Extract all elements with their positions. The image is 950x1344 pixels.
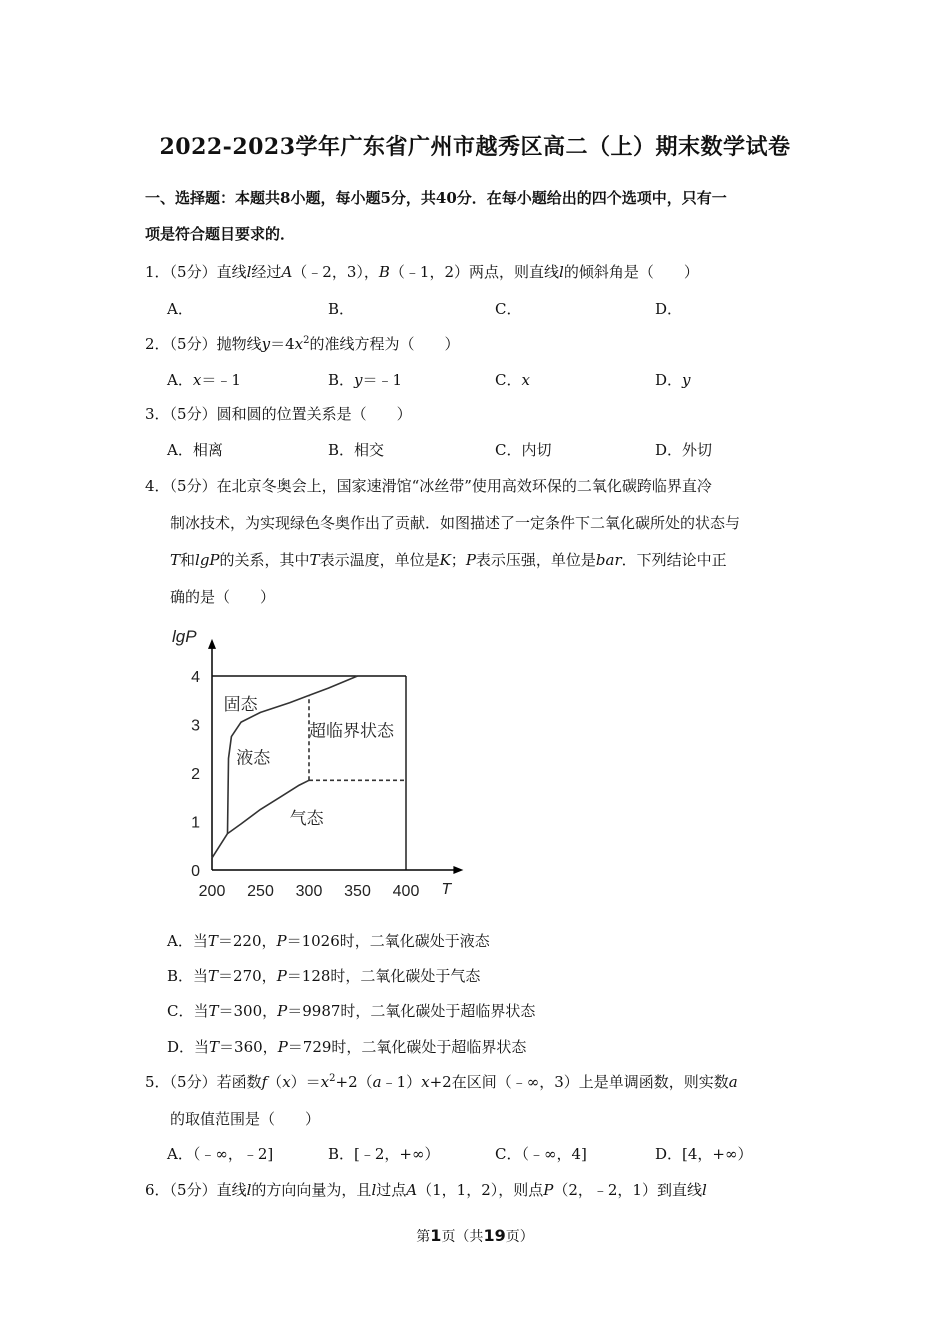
x-tick-label: 400 xyxy=(392,883,420,900)
q4-option-b[interactable] xyxy=(167,965,480,986)
q1-option-b[interactable]: B． xyxy=(328,300,355,318)
question-points: （5分） xyxy=(169,405,217,423)
question-number: 5． xyxy=(145,1073,170,1091)
math-var: A xyxy=(281,263,293,281)
q4-option-c[interactable] xyxy=(167,1000,535,1021)
question-text: 的倾斜角是（ ） xyxy=(563,263,699,281)
x-tick-label: 200 xyxy=(198,883,226,900)
y-tick-label: 1 xyxy=(191,814,200,832)
question-points: （5分） xyxy=(169,477,217,495)
y-axis-arrow xyxy=(208,639,216,649)
x-tick-label: 350 xyxy=(344,883,371,900)
question-2 xyxy=(145,333,460,354)
q2-option-c[interactable] xyxy=(495,369,530,390)
question-number: 3． xyxy=(145,405,170,423)
option-label: D．当 xyxy=(167,1038,210,1056)
question-text: 抛物线 xyxy=(216,335,262,353)
question-text: ．下列结论中正 xyxy=(621,551,727,569)
math-var: x xyxy=(320,1073,330,1091)
question-text: 表示压强，单位是 xyxy=(475,551,596,569)
q1-option-a[interactable]: A． xyxy=(167,300,193,318)
question-3 xyxy=(145,403,412,424)
question-number: 2． xyxy=(145,335,170,353)
math-var: x xyxy=(192,371,202,389)
math-var: l xyxy=(559,263,564,281)
question-text: 直线 xyxy=(216,1181,247,1199)
question-4-line3 xyxy=(170,549,727,570)
q5-option-c[interactable]: C．（﹣∞，4] xyxy=(495,1145,587,1163)
q1-option-c[interactable]: C． xyxy=(495,300,522,318)
option-label: C． xyxy=(495,371,522,389)
option-value: ＝729时，二氧化碳处于超临界状态 xyxy=(287,1038,527,1056)
footer-text: 页（共 xyxy=(441,1229,484,1245)
math-var: T xyxy=(170,551,181,569)
question-text: ； xyxy=(450,551,466,569)
section-heading-line1: 一、选择题：本题共8小题，每小题5分，共40分．在每小题给出的四个选项中，只有一 xyxy=(145,189,727,207)
y-tick-label: 3 xyxy=(191,717,200,735)
question-5-line2: 的取值范围是（ ） xyxy=(170,1110,321,1128)
math-var: x xyxy=(294,335,304,353)
x-tick-label: 250 xyxy=(247,883,274,900)
question-text: +2在区间（﹣∞，3）上是单调函数，则实数 xyxy=(429,1073,729,1091)
q4-option-d[interactable] xyxy=(167,1036,526,1057)
option-label: B． xyxy=(328,371,355,389)
math-var: l xyxy=(246,263,252,281)
q5-option-b[interactable]: B．[﹣2，+∞） xyxy=(328,1145,440,1163)
question-points: （5分） xyxy=(169,335,217,353)
page-footer xyxy=(0,1226,950,1246)
exponent: 2 xyxy=(303,335,310,346)
q5-option-a[interactable]: A．（﹣∞，﹣2] xyxy=(167,1145,274,1163)
question-4 xyxy=(145,475,712,496)
question-text: ＝4 xyxy=(270,335,295,353)
math-var: P xyxy=(465,551,476,569)
math-var: P xyxy=(277,1002,288,1020)
math-var: P xyxy=(276,967,287,985)
question-text: ）＝ xyxy=(290,1073,321,1091)
question-6 xyxy=(145,1179,707,1200)
question-text: 圆和圆的位置关系是（ ） xyxy=(216,405,412,423)
phase-diagram-chart xyxy=(172,618,472,903)
option-label: D． xyxy=(655,371,683,389)
question-text: 的关系，其中 xyxy=(219,551,310,569)
question-text: 和 xyxy=(180,551,196,569)
section-heading-line2: 项是符合题目要求的． xyxy=(145,225,296,243)
math-var: x xyxy=(521,371,530,389)
math-var: l xyxy=(246,1181,252,1199)
question-1 xyxy=(145,261,699,282)
q1-option-d[interactable]: D． xyxy=(655,300,683,318)
math-var: T xyxy=(207,932,218,950)
option-value: ＝1026时，二氧化碳处于液态 xyxy=(286,932,490,950)
option-value: ＝220， xyxy=(217,932,277,950)
q3-option-c[interactable]: C．内切 xyxy=(495,441,552,459)
math-var: bar xyxy=(595,551,622,569)
page-total: 19 xyxy=(483,1226,506,1245)
math-var: f xyxy=(261,1073,268,1091)
math-var: P xyxy=(543,1181,554,1199)
x-axis-label: T xyxy=(441,881,452,898)
question-number: 6． xyxy=(145,1181,170,1199)
option-label: C．当 xyxy=(167,1002,209,1020)
question-text: 表示温度，单位是 xyxy=(319,551,440,569)
math-var: T xyxy=(309,551,320,569)
math-var: P xyxy=(276,932,287,950)
option-value: ＝﹣1 xyxy=(362,371,403,389)
question-text: ﹣1） xyxy=(381,1073,422,1091)
question-5 xyxy=(145,1071,738,1092)
math-var: l xyxy=(701,1181,707,1199)
y-axis-label: lgP xyxy=(172,627,197,646)
region-label: 气态 xyxy=(289,808,324,828)
option-value: ＝300， xyxy=(218,1002,278,1020)
question-text: （ xyxy=(267,1073,283,1091)
y-tick-label: 4 xyxy=(191,669,200,686)
question-text: 直线 xyxy=(216,263,247,281)
q2-option-b[interactable] xyxy=(328,369,402,390)
math-var: T xyxy=(209,1038,220,1056)
footer-text: 第 xyxy=(416,1229,431,1245)
math-var: y xyxy=(682,371,691,389)
math-var: x xyxy=(421,1073,430,1091)
q2-option-a[interactable] xyxy=(167,369,241,390)
q2-option-d[interactable] xyxy=(655,369,691,390)
question-text: （﹣2，3）， xyxy=(292,263,379,281)
region-label: 固态 xyxy=(223,694,258,714)
question-points: （5分） xyxy=(169,1073,217,1091)
math-var: T xyxy=(208,967,219,985)
page-number: 1 xyxy=(430,1226,442,1245)
option-label: A． xyxy=(167,371,193,389)
question-text: 若函数 xyxy=(216,1073,262,1091)
math-var: P xyxy=(277,1038,288,1056)
question-text: 的方向向量为，且 xyxy=(251,1181,372,1199)
section-heading xyxy=(145,180,810,252)
question-number: 1． xyxy=(145,263,170,281)
region-label: 超临界状态 xyxy=(309,721,394,741)
question-text: 在北京冬奥会上，国家速滑馆“冰丝带”使用高效环保的二氧化碳跨临界直冷 xyxy=(216,477,712,495)
option-label: A．当 xyxy=(167,932,208,950)
option-value: ＝270， xyxy=(218,967,277,985)
math-var: K xyxy=(439,551,451,569)
question-text: （﹣1，2）两点，则直线 xyxy=(389,263,559,281)
option-value: ＝9987时，二氧化碳处于超临界状态 xyxy=(287,1002,536,1020)
region-label: 液态 xyxy=(236,748,271,768)
question-text: +2（ xyxy=(335,1073,373,1091)
x-tick-label: 300 xyxy=(295,883,323,900)
math-var: B xyxy=(378,263,390,281)
option-value: ＝﹣1 xyxy=(201,371,241,389)
math-var: a xyxy=(728,1073,738,1091)
question-4-line4: 确的是（ ） xyxy=(170,588,276,606)
math-var: y xyxy=(261,335,271,353)
question-4-line2: 制冰技术，为实现绿色冬奥作出了贡献．如图描述了一定条件下二氧化碳所处的状态与 xyxy=(170,514,741,532)
option-value: ＝128时，二氧化碳处于气态 xyxy=(286,967,481,985)
question-text: （2，﹣2，1）到直线 xyxy=(553,1181,702,1199)
x-axis-arrow xyxy=(453,866,463,874)
math-var: a xyxy=(372,1073,382,1091)
q3-option-b[interactable]: B．相交 xyxy=(328,441,385,459)
q4-option-a[interactable] xyxy=(167,930,490,951)
question-text: 的准线方程为（ ） xyxy=(309,335,460,353)
q3-option-a[interactable]: A．相离 xyxy=(167,441,223,459)
y-tick-label: 2 xyxy=(191,766,200,783)
footer-text: 页） xyxy=(505,1229,534,1245)
math-var: T xyxy=(208,1002,219,1020)
option-value: ＝360， xyxy=(219,1038,278,1056)
q5-option-d[interactable]: D．[4，+∞） xyxy=(655,1145,753,1163)
question-number: 4． xyxy=(145,477,170,495)
math-var: x xyxy=(282,1073,291,1091)
option-label: B．当 xyxy=(167,967,209,985)
exponent: 2 xyxy=(329,1073,336,1084)
question-text: 经过 xyxy=(251,263,282,281)
math-var: y xyxy=(354,371,363,389)
page-title: 2022-2023学年广东省广州市越秀区高二（上）期末数学试卷 xyxy=(159,134,791,160)
math-var: lgP xyxy=(195,551,220,569)
math-var: A xyxy=(406,1181,418,1199)
question-text: （1，1，2），则点 xyxy=(417,1181,544,1199)
q3-option-d[interactable]: D．外切 xyxy=(655,441,713,459)
question-text: 过点 xyxy=(376,1181,407,1199)
question-points: （5分） xyxy=(169,263,217,281)
math-var: l xyxy=(371,1181,377,1199)
chart-labels xyxy=(172,627,452,900)
y-tick-label: 0 xyxy=(191,863,200,880)
question-points: （5分） xyxy=(169,1181,217,1199)
